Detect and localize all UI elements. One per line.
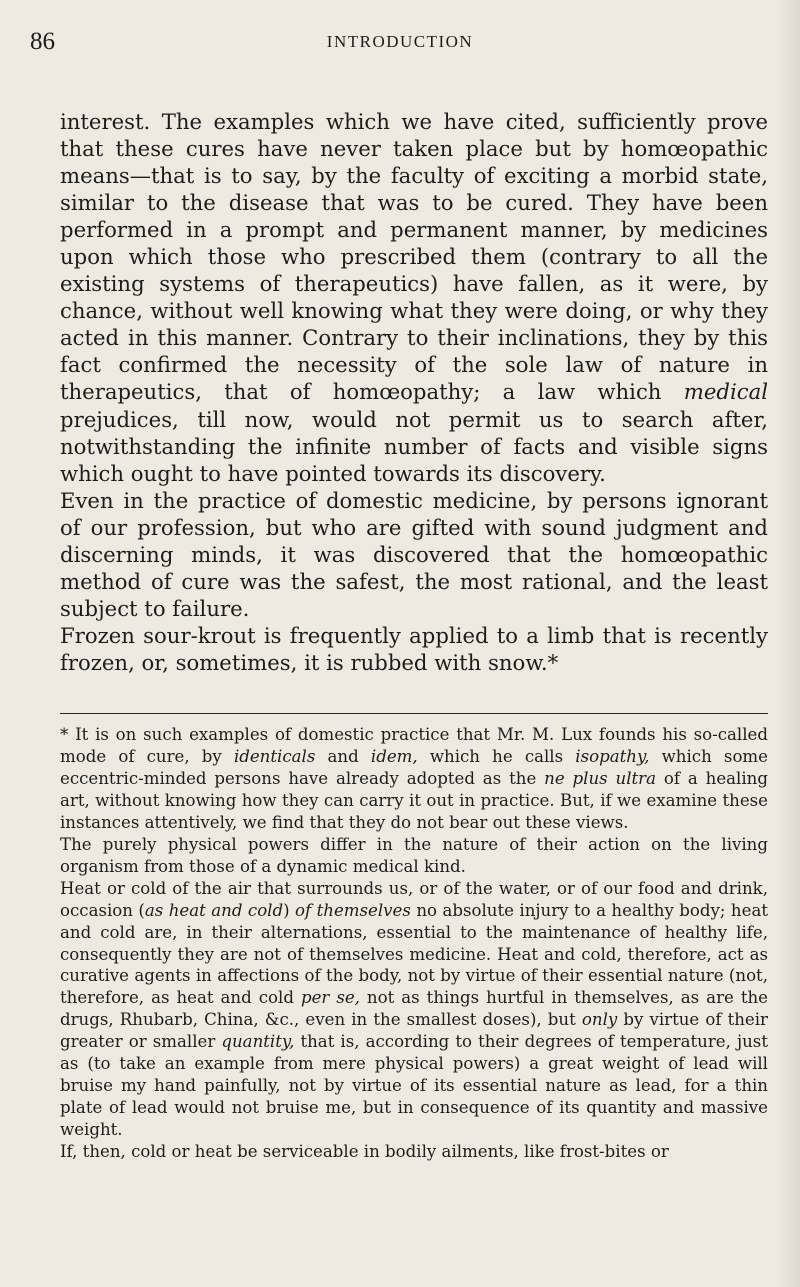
footnote-paragraph-3: Heat or cold of the air that surrounds us, or of the water, or of our food and drink, occasion (as heat and cold) of themselves no absolute injury to a healthy body; heat and cold are, in their alternations, essential to the maintenance of healthy life, consequently they are not of themselves medicine. Heat and cold, therefore, act as curative agents in affections of the body, not by virtue of their essential nature (not, therefore, as heat and cold per se, not as things hurtful in themselves, as are the drugs, Rhubarb, China, &c., even in the smallest doses), but only by virtue of their greater or smaller quantity, that is, according to their degrees of temperature, just as (to take an example from mere physical powers) a great weight of lead will bruise my hand painfully, not by virtue of its essential nature as lead, for a thin plate of lead would not bruise me, but in consequence of its quantity and massive weight. bbox=[60, 878, 768, 1140]
footnote-rule bbox=[60, 713, 768, 714]
footnote-paragraph-4: If, then, cold or heat be serviceable in bodily ailments, like frost-bites or bbox=[60, 1142, 669, 1162]
footnote bbox=[60, 724, 768, 1163]
footnote-paragraph-1: * It is on such examples of domestic practice that Mr. M. Lux founds his so-called mode of cure, by identicals and idem, which he calls isopathy, which some eccentric-minded persons have already adopted as the ne plus ultra of a healing art, without knowing how they can carry it out in practice. But, if we examine these instances attentively, we find that they do not bear out these views. bbox=[60, 725, 768, 832]
main-text bbox=[60, 108, 768, 676]
page-edge-shadow bbox=[778, 0, 800, 1287]
footnote-paragraph-2: The purely physical powers differ in the nature of their action on the living organism from those of a dynamic medical kind. bbox=[60, 834, 768, 876]
running-head: INTRODUCTION bbox=[326, 32, 474, 51]
page-number: 86 bbox=[30, 28, 55, 55]
paragraph-1: interest. The examples which we have cited, sufficiently prove that these cures have never taken place but by homœopathic means—that is to say, by the faculty of exciting a morbid state, similar to the disease that was to be cured. They have been performed in a prompt and permanent manner, by medicines upon which those who prescribed them (contrary to all the existing systems of therapeutics) have fallen, as it were, by chance, without well knowing what they were doing, or why they acted in this manner. Contrary to their inclinations, they by this fact confirmed the necessity of the sole law of nature in therapeutics, that of homœopathy; a law which medical prejudices, till now, would not permit us to search after, notwithstanding the infinite number of facts and visible signs which ought to have pointed towards its discovery. bbox=[60, 109, 768, 486]
paragraph-3: Frozen sour-krout is frequently applied to a limb that is recently frozen, or, sometimes, it is rubbed with snow.* bbox=[60, 622, 768, 675]
page-header bbox=[0, 28, 800, 68]
italic-medical: medical bbox=[683, 379, 768, 405]
paragraph-2: Even in the practice of domestic medicine, by persons ignorant of our profession, but who are gifted with sound judgment and discerning minds, it was discovered that the homœopathic method of cure was the safest, the most rational, and the least subject to failure. bbox=[60, 487, 768, 621]
